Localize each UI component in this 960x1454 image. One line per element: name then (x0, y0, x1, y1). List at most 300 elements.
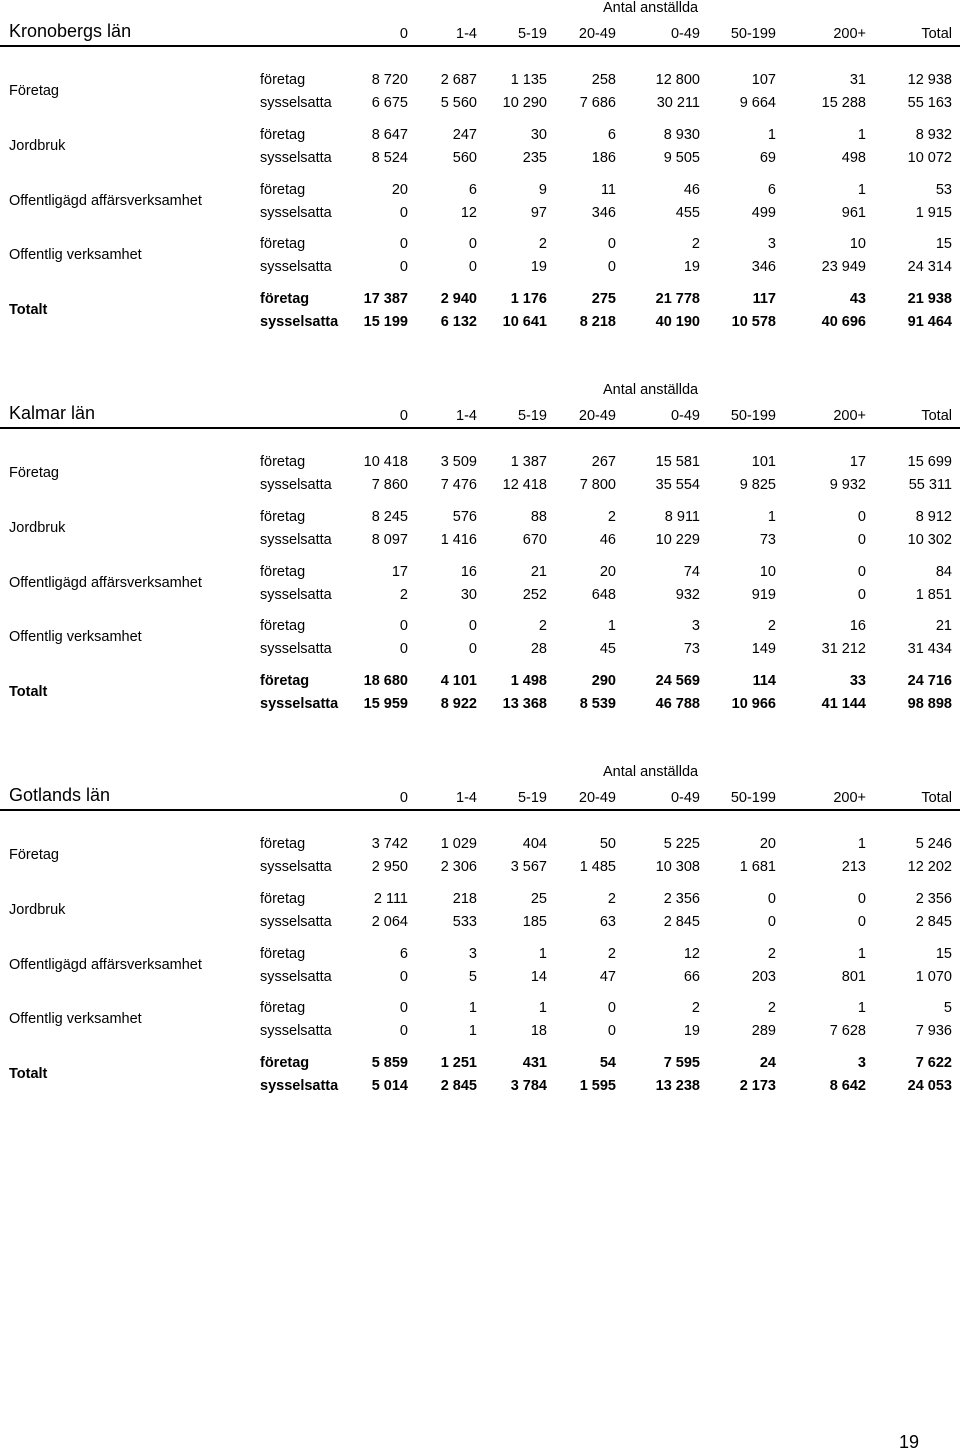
column-header: 0-49 (670, 790, 700, 806)
table-cell: 31 212 (821, 641, 866, 657)
column-group-label: Antal anställda (603, 0, 699, 16)
table-cell: 101 (751, 454, 776, 470)
table-cell: 25 (530, 891, 547, 907)
table-cell: 1 251 (440, 1055, 477, 1071)
table-cell: 21 938 (907, 291, 952, 307)
category-group (0, 233, 960, 283)
table-cell: 12 800 (655, 72, 700, 88)
table-row (0, 618, 960, 640)
column-header: Total (921, 26, 952, 42)
table-cell: 43 (849, 291, 866, 307)
table-cell: 1 498 (510, 673, 547, 689)
table-cell: 7 686 (579, 95, 616, 111)
table-cell: 1 485 (579, 859, 616, 875)
table-row (0, 454, 960, 476)
table-cell: 15 288 (821, 95, 866, 111)
table-cell: 10 (759, 564, 776, 580)
table-cell: 2 (607, 891, 616, 907)
table-cell: 267 (591, 454, 616, 470)
table-cell: 6 (607, 127, 616, 143)
table-cell: 8 524 (371, 150, 408, 166)
table-cell: 7 860 (371, 477, 408, 493)
table-cell: 560 (452, 150, 477, 166)
table-cell: 213 (841, 859, 866, 875)
region-title: Kronobergs län (9, 21, 132, 41)
table-cell: 8 922 (440, 696, 477, 712)
table-cell: 12 (683, 946, 700, 962)
table-cell: 1 (767, 127, 776, 143)
column-header: 50-199 (730, 790, 776, 806)
table-cell: 1 915 (915, 205, 952, 221)
table-cell: 0 (857, 509, 866, 525)
table-row (0, 891, 960, 913)
table-cell: 46 (683, 182, 700, 198)
table-cell: 1 (538, 946, 547, 962)
table-cell: 7 628 (829, 1023, 866, 1039)
table-cell: 30 211 (656, 95, 700, 111)
row-label: företag (260, 1000, 306, 1016)
category-group (0, 179, 960, 229)
table-cell: 54 (599, 1055, 616, 1071)
table-cell: 74 (683, 564, 700, 580)
table-cell: 19 (683, 1023, 700, 1039)
table-cell: 203 (751, 969, 776, 985)
table-cell: 6 132 (440, 314, 477, 330)
table-cell: 15 199 (363, 314, 408, 330)
table-cell: 8 245 (371, 509, 408, 525)
table-cell: 0 (767, 914, 776, 930)
table-cell: 8 912 (915, 509, 952, 525)
table-cell: 670 (522, 532, 547, 548)
table-cell: 0 (399, 969, 408, 985)
table-cell: 0 (399, 236, 408, 252)
table-cell: 8 647 (371, 127, 408, 143)
region-table (0, 0, 960, 330)
table-row (0, 696, 960, 718)
table-row (0, 836, 960, 858)
page-number: 19 (899, 1432, 920, 1452)
table-cell: 9 932 (829, 477, 866, 493)
table-cell: 9 505 (663, 150, 700, 166)
table-cell: 7 622 (915, 1055, 952, 1071)
column-header: Total (921, 790, 952, 806)
table-cell: 10 578 (731, 314, 776, 330)
table-row (0, 150, 960, 172)
category-group (0, 451, 960, 501)
table-cell: 2 356 (663, 891, 700, 907)
table-cell: 346 (751, 259, 776, 275)
table-cell: 24 716 (907, 673, 952, 689)
column-header: 50-199 (730, 408, 776, 424)
table-cell: 46 788 (655, 696, 700, 712)
table-cell: 5 014 (371, 1078, 408, 1094)
category-label: Jordbruk (9, 520, 66, 536)
table-cell: 69 (759, 150, 776, 166)
column-header: 20-49 (578, 26, 616, 42)
region-title: Gotlands län (9, 785, 111, 805)
table-cell: 3 (691, 618, 700, 634)
table-cell: 5 560 (440, 95, 477, 111)
category-group (0, 888, 960, 938)
table-cell: 2 940 (440, 291, 477, 307)
table-cell: 1 029 (440, 836, 477, 852)
table-cell: 0 (607, 1023, 616, 1039)
table-cell: 8 642 (829, 1078, 866, 1094)
table-cell: 10 (849, 236, 866, 252)
column-header: Total (921, 408, 952, 424)
column-header: 0-49 (670, 408, 700, 424)
table-cell: 6 675 (371, 95, 408, 111)
table-cell: 15 581 (655, 454, 700, 470)
table-cell: 55 163 (907, 95, 952, 111)
table-row (0, 291, 960, 313)
table-cell: 252 (522, 587, 547, 603)
table-cell: 235 (522, 150, 547, 166)
table-cell: 499 (751, 205, 776, 221)
row-label: sysselsatta (260, 641, 332, 657)
table-cell: 498 (841, 150, 866, 166)
category-label: Företag (9, 847, 59, 863)
table-cell: 2 845 (440, 1078, 477, 1094)
row-label: sysselsatta (260, 314, 339, 330)
category-label: Offentlig verksamhet (9, 1011, 142, 1027)
table-cell: 1 176 (510, 291, 547, 307)
column-header: 0 (399, 26, 408, 42)
column-header: 5-19 (517, 790, 547, 806)
table-cell: 0 (767, 891, 776, 907)
table-cell: 0 (607, 1000, 616, 1016)
table-cell: 0 (857, 914, 866, 930)
table-cell: 1 681 (739, 859, 776, 875)
category-label: Offentligägd affärsverksamhet (9, 575, 202, 591)
table-row (0, 859, 960, 881)
row-label: sysselsatta (260, 205, 332, 221)
column-header: 20-49 (578, 790, 616, 806)
table-cell: 1 (857, 127, 866, 143)
row-label: företag (260, 72, 306, 88)
table-row (0, 1000, 960, 1022)
table-cell: 6 (767, 182, 776, 198)
row-label: företag (260, 509, 306, 525)
column-header: 0-49 (670, 26, 700, 42)
table-cell: 15 (935, 236, 952, 252)
table-cell: 1 (468, 1000, 477, 1016)
table-cell: 2 173 (739, 1078, 776, 1094)
table-cell: 0 (468, 236, 477, 252)
table-cell: 0 (399, 1000, 408, 1016)
table-cell: 63 (599, 914, 616, 930)
table-cell: 21 (935, 618, 952, 634)
table-row (0, 532, 960, 554)
table-cell: 73 (759, 532, 776, 548)
column-header: 1-4 (456, 408, 477, 424)
header-rule (0, 45, 960, 47)
table-cell: 185 (522, 914, 547, 930)
table-cell: 0 (399, 1023, 408, 1039)
row-label: företag (260, 291, 310, 307)
table-cell: 31 434 (907, 641, 952, 657)
column-header: 200+ (833, 408, 866, 424)
table-row (0, 641, 960, 663)
row-label: företag (260, 891, 306, 907)
table-cell: 10 302 (907, 532, 952, 548)
table-row (0, 127, 960, 149)
table-cell: 12 418 (502, 477, 547, 493)
table-cell: 8 539 (579, 696, 616, 712)
table-cell: 19 (530, 259, 547, 275)
table-cell: 23 949 (821, 259, 866, 275)
table-row (0, 564, 960, 586)
table-cell: 24 (759, 1055, 776, 1071)
column-header: 20-49 (578, 408, 616, 424)
table-cell: 2 845 (663, 914, 700, 930)
row-label: företag (260, 236, 306, 252)
table-cell: 1 595 (579, 1078, 616, 1094)
table-cell: 91 464 (907, 314, 952, 330)
table-cell: 5 (943, 1000, 952, 1016)
table-cell: 0 (857, 564, 866, 580)
table-cell: 1 (468, 1023, 477, 1039)
table-cell: 12 938 (907, 72, 952, 88)
table-row (0, 182, 960, 204)
row-label: sysselsatta (260, 587, 332, 603)
table-cell: 84 (935, 564, 952, 580)
table-cell: 2 (538, 618, 547, 634)
table-cell: 2 950 (371, 859, 408, 875)
column-group-label: Antal anställda (603, 764, 699, 780)
table-cell: 1 070 (915, 969, 952, 985)
table-cell: 2 (399, 587, 408, 603)
table-cell: 0 (399, 205, 408, 221)
table-cell: 2 687 (440, 72, 477, 88)
table-cell: 0 (468, 641, 477, 657)
table-row (0, 1023, 960, 1045)
column-header: 1-4 (456, 26, 477, 42)
table-cell: 3 784 (510, 1078, 547, 1094)
category-group (0, 943, 960, 993)
table-cell: 919 (751, 587, 776, 603)
table-cell: 88 (530, 509, 547, 525)
table-cell: 66 (683, 969, 700, 985)
table-row (0, 259, 960, 281)
row-label: företag (260, 946, 306, 962)
table-cell: 8 097 (371, 532, 408, 548)
category-label: Företag (9, 465, 59, 481)
category-group (0, 506, 960, 556)
table-cell: 4 101 (440, 673, 477, 689)
table-cell: 46 (599, 532, 616, 548)
table-cell: 10 229 (655, 532, 700, 548)
table-cell: 8 720 (371, 72, 408, 88)
region-table (0, 764, 960, 1094)
column-header: 1-4 (456, 790, 477, 806)
row-label: sysselsatta (260, 969, 332, 985)
table-cell: 2 356 (915, 891, 952, 907)
category-group (0, 670, 960, 720)
table-cell: 533 (452, 914, 477, 930)
table-cell: 47 (599, 969, 616, 985)
table-cell: 932 (675, 587, 700, 603)
table-cell: 0 (399, 641, 408, 657)
table-cell: 2 064 (371, 914, 408, 930)
table-cell: 0 (399, 259, 408, 275)
row-label: sysselsatta (260, 532, 332, 548)
category-label: Företag (9, 83, 59, 99)
table-cell: 961 (841, 205, 866, 221)
table-cell: 17 387 (363, 291, 408, 307)
table-cell: 40 190 (655, 314, 700, 330)
column-header: 200+ (833, 26, 866, 42)
category-group (0, 288, 960, 338)
table-cell: 13 238 (655, 1078, 700, 1094)
category-group (0, 997, 960, 1047)
table-cell: 1 (538, 1000, 547, 1016)
table-cell: 1 135 (510, 72, 547, 88)
table-cell: 20 (599, 564, 616, 580)
table-cell: 50 (599, 836, 616, 852)
table-cell: 455 (675, 205, 700, 221)
table-cell: 0 (857, 532, 866, 548)
row-label: sysselsatta (260, 696, 339, 712)
table-cell: 20 (759, 836, 776, 852)
table-cell: 346 (591, 205, 616, 221)
table-cell: 3 567 (510, 859, 547, 875)
table-cell: 5 (468, 969, 477, 985)
table-cell: 98 898 (907, 696, 952, 712)
table-cell: 12 202 (907, 859, 952, 875)
table-cell: 10 072 (907, 150, 952, 166)
table-cell: 2 845 (915, 914, 952, 930)
table-cell: 30 (530, 127, 547, 143)
header-rule (0, 427, 960, 429)
table-row (0, 673, 960, 695)
table-cell: 21 (530, 564, 547, 580)
column-header: 5-19 (517, 408, 547, 424)
category-label: Offentlig verksamhet (9, 247, 142, 263)
table-cell: 2 (767, 618, 776, 634)
row-label: företag (260, 618, 306, 634)
table-cell: 8 930 (663, 127, 700, 143)
table-cell: 2 (538, 236, 547, 252)
table-cell: 10 966 (731, 696, 776, 712)
table-cell: 2 (691, 236, 700, 252)
table-cell: 5 859 (371, 1055, 408, 1071)
table-cell: 31 (849, 72, 866, 88)
category-label: Jordbruk (9, 138, 66, 154)
table-row (0, 914, 960, 936)
row-label: sysselsatta (260, 477, 332, 493)
table-row (0, 314, 960, 336)
row-label: sysselsatta (260, 150, 332, 166)
table-cell: 20 (391, 182, 408, 198)
table-cell: 15 (935, 946, 952, 962)
table-cell: 3 742 (371, 836, 408, 852)
table-cell: 801 (841, 969, 866, 985)
table-row (0, 1078, 960, 1100)
category-group (0, 124, 960, 174)
row-label: sysselsatta (260, 859, 332, 875)
table-cell: 1 416 (440, 532, 477, 548)
table-cell: 15 699 (907, 454, 952, 470)
table-row (0, 1055, 960, 1077)
table-cell: 3 509 (440, 454, 477, 470)
table-cell: 8 932 (915, 127, 952, 143)
category-group (0, 833, 960, 883)
table-cell: 0 (607, 259, 616, 275)
table-cell: 33 (849, 673, 866, 689)
table-cell: 24 314 (907, 259, 952, 275)
table-cell: 16 (460, 564, 477, 580)
table-cell: 53 (935, 182, 952, 198)
table-cell: 10 641 (502, 314, 547, 330)
table-cell: 0 (468, 618, 477, 634)
table-row (0, 509, 960, 531)
table-cell: 17 (391, 564, 408, 580)
table-header (0, 382, 960, 428)
table-row (0, 236, 960, 258)
table-cell: 149 (751, 641, 776, 657)
table-row (0, 946, 960, 968)
row-label: sysselsatta (260, 259, 332, 275)
category-group (0, 1052, 960, 1102)
table-cell: 1 (857, 1000, 866, 1016)
table-cell: 9 825 (739, 477, 776, 493)
table-cell: 290 (591, 673, 616, 689)
table-row (0, 477, 960, 499)
table-cell: 1 (857, 946, 866, 962)
table-cell: 2 (767, 946, 776, 962)
table-row (0, 205, 960, 227)
category-label: Offentlig verksamhet (9, 629, 142, 645)
table-cell: 15 959 (363, 696, 408, 712)
table-cell: 1 851 (915, 587, 952, 603)
table-cell: 404 (522, 836, 547, 852)
row-label: företag (260, 564, 306, 580)
table-row (0, 72, 960, 94)
table-cell: 8 218 (579, 314, 616, 330)
table-cell: 30 (460, 587, 477, 603)
row-label: företag (260, 127, 306, 143)
table-row (0, 587, 960, 609)
category-group (0, 69, 960, 119)
table-cell: 431 (522, 1055, 547, 1071)
row-label: företag (260, 1055, 310, 1071)
row-label: företag (260, 836, 306, 852)
row-label: sysselsatta (260, 1078, 339, 1094)
table-cell: 0 (607, 236, 616, 252)
table-cell: 21 778 (655, 291, 700, 307)
table-cell: 97 (530, 205, 547, 221)
table-cell: 13 368 (502, 696, 547, 712)
table-header (0, 764, 960, 810)
table-cell: 2 (607, 946, 616, 962)
table-cell: 107 (751, 72, 776, 88)
table-cell: 73 (683, 641, 700, 657)
region-table (0, 382, 960, 712)
table-cell: 17 (849, 454, 866, 470)
table-cell: 6 (468, 182, 477, 198)
table-cell: 3 (857, 1055, 866, 1071)
table-cell: 6 (399, 946, 408, 962)
table-cell: 18 680 (363, 673, 408, 689)
category-label: Offentligägd affärsverksamhet (9, 957, 202, 973)
table-cell: 11 (600, 182, 616, 198)
table-cell: 289 (751, 1023, 776, 1039)
table-cell: 275 (591, 291, 616, 307)
table-cell: 1 (857, 182, 866, 198)
table-header (0, 0, 960, 46)
table-cell: 1 387 (510, 454, 547, 470)
